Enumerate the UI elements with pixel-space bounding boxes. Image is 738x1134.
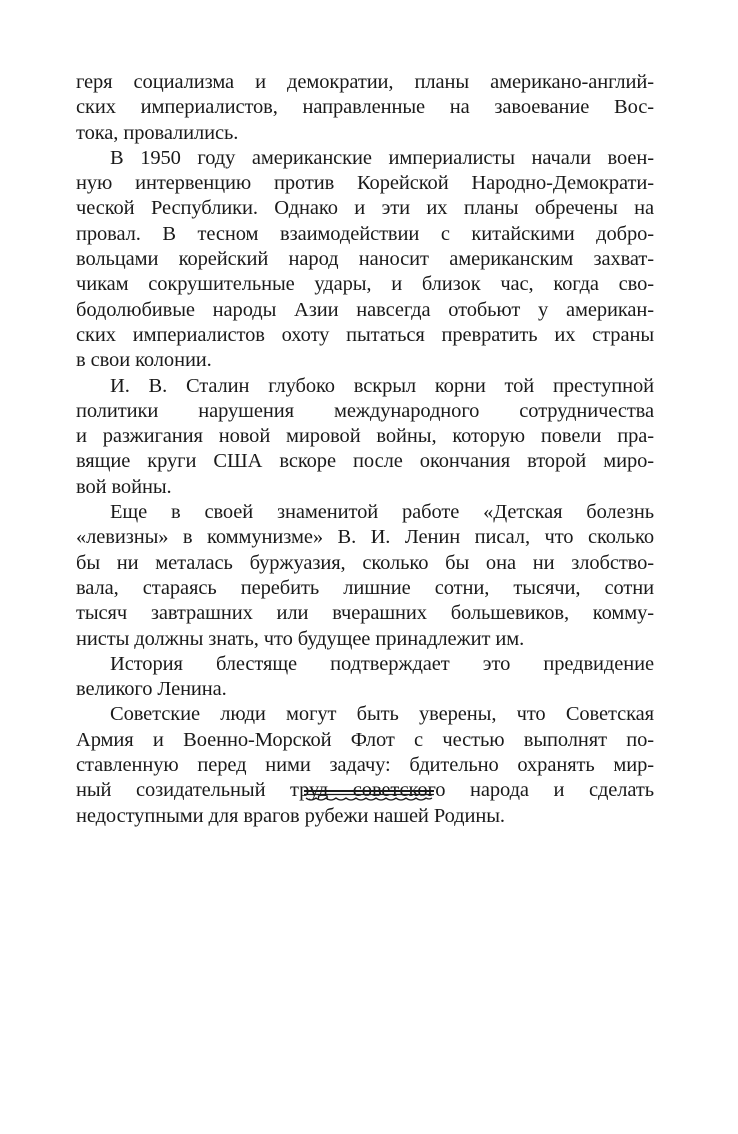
paragraph (76, 500, 654, 652)
text-line: ную интервенцию против Корейской Народно-Демократи- (76, 172, 654, 195)
text-line: вящие круги США вскоре после окончания второй миро- (76, 450, 654, 473)
text-line: тысяч завтрашних или вчерашних большевиков, комму- (76, 602, 654, 625)
text-line: Советские люди могут быть уверены, что Советская (110, 703, 654, 726)
text-line: чикам сокрушительные удары, и близок час, когда сво- (76, 273, 654, 296)
text-line: в свои колонии. (76, 349, 212, 372)
paragraph (76, 702, 654, 828)
text-line: ческой Республики. Однако и эти их планы обречены на (76, 197, 654, 220)
body-text (76, 70, 654, 829)
text-line: История блестяще подтверждает это предвидение (110, 652, 654, 675)
text-line: бы ни металась буржуазия, сколько бы она ни злобство- (76, 551, 654, 574)
text-line: Еще в своей знаменитой работе «Детская болезнь (110, 501, 654, 524)
text-line: «левизны» в коммунизме» В. И. Ленин писал, что сколько (76, 526, 654, 549)
text-line: великого Ленина. (76, 678, 227, 701)
text-line: вольцами корейский народ наносит американским захват- (76, 248, 654, 271)
text-line: провал. В тесном взаимодействии с китайскими добро- (76, 222, 654, 245)
text-line: ских империалистов, направленные на завоевание Вос- (76, 96, 654, 119)
text-line: и разжигания новой мировой войны, которую повели пра- (76, 425, 654, 448)
text-line: В 1950 году американские империалисты начали воен- (110, 146, 654, 169)
paragraph (76, 652, 654, 703)
wavy-rule-ornament-icon (302, 787, 436, 805)
text-line: нисты должны знать, что будущее принадлежит им. (76, 627, 525, 650)
text-line: ских империалистов охоту пытаться превратить их страны (76, 323, 654, 346)
text-line: ставленную перед ними задачу: бдительно охранять мир- (76, 754, 654, 777)
paragraph (76, 70, 654, 146)
text-line: Армия и Военно-Морской Флот с честью выполнят по- (76, 728, 654, 751)
text-line: вой войны. (76, 475, 172, 498)
text-line: геря социализма и демократии, планы американо-англий- (76, 71, 654, 93)
paragraph (76, 146, 654, 374)
text-line: ный созидательный труд советского народа и сделать (76, 779, 654, 802)
paragraph (76, 374, 654, 500)
text-line: вала, стараясь перебить лишние сотни, тысячи, сотни (76, 576, 654, 599)
text-line: политики нарушения международного сотрудничества (76, 399, 654, 422)
text-line: тока, провалились. (76, 121, 239, 144)
text-line: недоступными для врагов рубежи нашей Родины. (76, 804, 505, 827)
text-line: бодолюбивые народы Азии навсегда отобьют у американ- (76, 298, 654, 321)
text-line: И. В. Сталин глубоко вскрыл корни той преступной (110, 374, 654, 397)
